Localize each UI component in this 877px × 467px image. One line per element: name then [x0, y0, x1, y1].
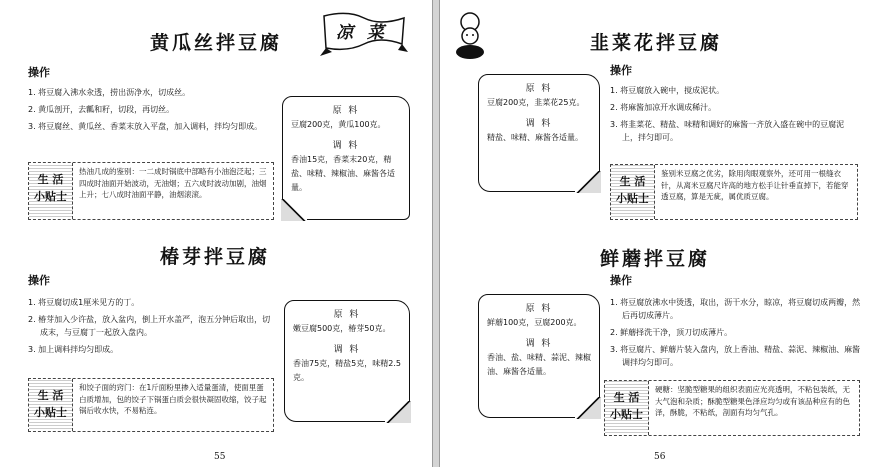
step-item: 1. 将豆腐切成1厘米见方的丁。: [28, 298, 140, 307]
recipe-steps: [28, 86, 268, 137]
book-gutter: [432, 0, 440, 467]
life-tip-text: 硬糖：坚脆型糖果的组织表面应光亮透明，不粘包装纸，无大气泡和杂质；酥脆型糖果色泽应均匀或有该品种应有的色泽，酥脆，不粘纸，剖面有均匀气孔。: [655, 385, 850, 417]
step-item: 1. 将豆腐放沸水中烫透，取出，沥干水分，晾凉，将豆腐切成两瓣，然后再切成薄片。: [610, 298, 861, 320]
recipe-title: 韭菜花拌豆腐: [590, 32, 723, 54]
life-tip-badge: 生 活 小贴士: [29, 163, 73, 219]
step-item: 1. 将豆腐入沸水汆透，捞出沥净水，切成丝。: [28, 88, 191, 97]
ingredients-text: 鲜蘑100克，豆腐200克。: [487, 318, 582, 327]
ingredients-heading: 原 料: [332, 106, 360, 116]
ingredients-card: [478, 74, 600, 192]
step-item: 2. 椿芽加入少许盐，放入盆内，倒上开水盖严，泡五分钟后取出，切成末，与豆腐丁一起放入盘内。: [28, 315, 271, 337]
operation-heading: 操作: [610, 274, 632, 287]
page-number: 56: [654, 452, 666, 462]
life-tip-text: 热油几成的鉴别：一二成时锅底中部略有小油泡泛起；三四成时油面开始波动，无油烟；五六成时波动加剧，油烟上升；七八成时油面平静，油烟滚滚。: [79, 167, 267, 199]
ingredients-heading: 原 料: [333, 310, 361, 320]
page-curl: [385, 401, 411, 423]
seasonings-text: 香油15克，香菜末20克，精盐、味精、辣椒油、麻酱各适量。: [291, 155, 395, 192]
life-tip-badge: 生 活 小贴士: [611, 165, 655, 219]
step-item: 2. 将麻酱加凉开水调成稀汁。: [610, 103, 717, 112]
recipe-steps: [28, 296, 272, 360]
recipe-steps: [610, 84, 860, 148]
step-item: 2. 鲜蘑择洗干净，顶刀切成薄片。: [610, 328, 733, 337]
ingredients-heading: 原 料: [525, 84, 553, 94]
seasonings-text: 香油、盐、味精、蒜泥、辣椒油、麻酱各适量。: [487, 353, 591, 376]
recipe-steps: [610, 296, 862, 373]
seasonings-heading: 调 料: [525, 339, 553, 349]
seasonings-text: 香油75克，精盐5克，味精2.5克。: [293, 359, 401, 382]
left-page: [0, 0, 432, 467]
recipe-title: 鲜蘑拌豆腐: [600, 248, 711, 270]
seasonings-heading: 调 料: [333, 345, 361, 355]
step-item: 3. 将豆腐丝、黄瓜丝、香菜末放入平盘，加入调料，拌均匀即成。: [28, 122, 263, 131]
life-tip-box: [28, 378, 274, 432]
seasonings-heading: 调 料: [525, 119, 553, 129]
recipe-title: 黄瓜丝拌豆腐: [150, 32, 283, 54]
step-item: 3. 将韭菜花、精盐、味精和调好的麻酱一齐放入盛在碗中的豆腐泥上，拌匀即可。: [610, 120, 845, 142]
page-curl: [281, 199, 307, 221]
operation-heading: 操作: [610, 64, 632, 77]
page-number: 55: [214, 452, 226, 462]
step-item: 3. 加上调料拌均匀即成。: [28, 345, 119, 354]
ingredients-text: 豆腐200克，韭菜花25克。: [487, 98, 585, 107]
page-curl: [575, 171, 601, 193]
chef-mascot-icon: [448, 10, 492, 60]
seasonings-heading: 调 料: [332, 141, 360, 151]
life-tip-text: 和饺子面的窍门：在1斤面粉里掺入适量蛋清，使面里蛋白质增加，包的饺子下锅蛋白质会很快凝固收缩，饺子起锅后收水快，不易粘连。: [79, 383, 267, 415]
step-item: 2. 黄瓜剖开，去瓤和籽，切段，再切丝。: [28, 105, 175, 114]
banner-text: 凉 菜: [336, 23, 388, 43]
page-curl: [575, 397, 601, 419]
life-tip-badge: 生 活 小贴士: [605, 381, 649, 435]
right-page: [440, 0, 877, 467]
step-item: 1. 将豆腐放入碗中，搅成泥状。: [610, 86, 725, 95]
ingredients-card: [284, 300, 410, 422]
life-tip-box: [610, 164, 858, 220]
operation-heading: 操作: [28, 274, 50, 287]
ingredients-text: 豆腐200克，黄瓜100克。: [291, 120, 386, 129]
life-tip-box: [604, 380, 860, 436]
life-tip-box: [28, 162, 274, 220]
ingredients-card: [282, 96, 410, 220]
recipe-title: 椿芽拌豆腐: [160, 246, 271, 268]
step-item: 3. 将豆腐片、鲜蘑片装入盘内，放上香油、精盐、蒜泥、辣椒油、麻酱调拌均匀即可。: [610, 345, 861, 367]
seasonings-text: 精盐、味精、麻酱各适量。: [487, 133, 583, 142]
ingredients-card: [478, 294, 600, 418]
ingredients-heading: 原 料: [525, 304, 553, 314]
life-tip-text: 鉴别米豆腐之优劣，除用肉眼观察外，还可用一根缝衣针，从离米豆腐尺许高的地方松手让针垂直掉下，若能穿透豆腐，算是无疵，属优质豆腐。: [661, 169, 849, 201]
operation-heading: 操作: [28, 66, 50, 79]
ingredients-text: 嫩豆腐500克，椿芽50克。: [293, 324, 391, 333]
life-tip-badge: 生 活 小贴士: [29, 379, 73, 431]
